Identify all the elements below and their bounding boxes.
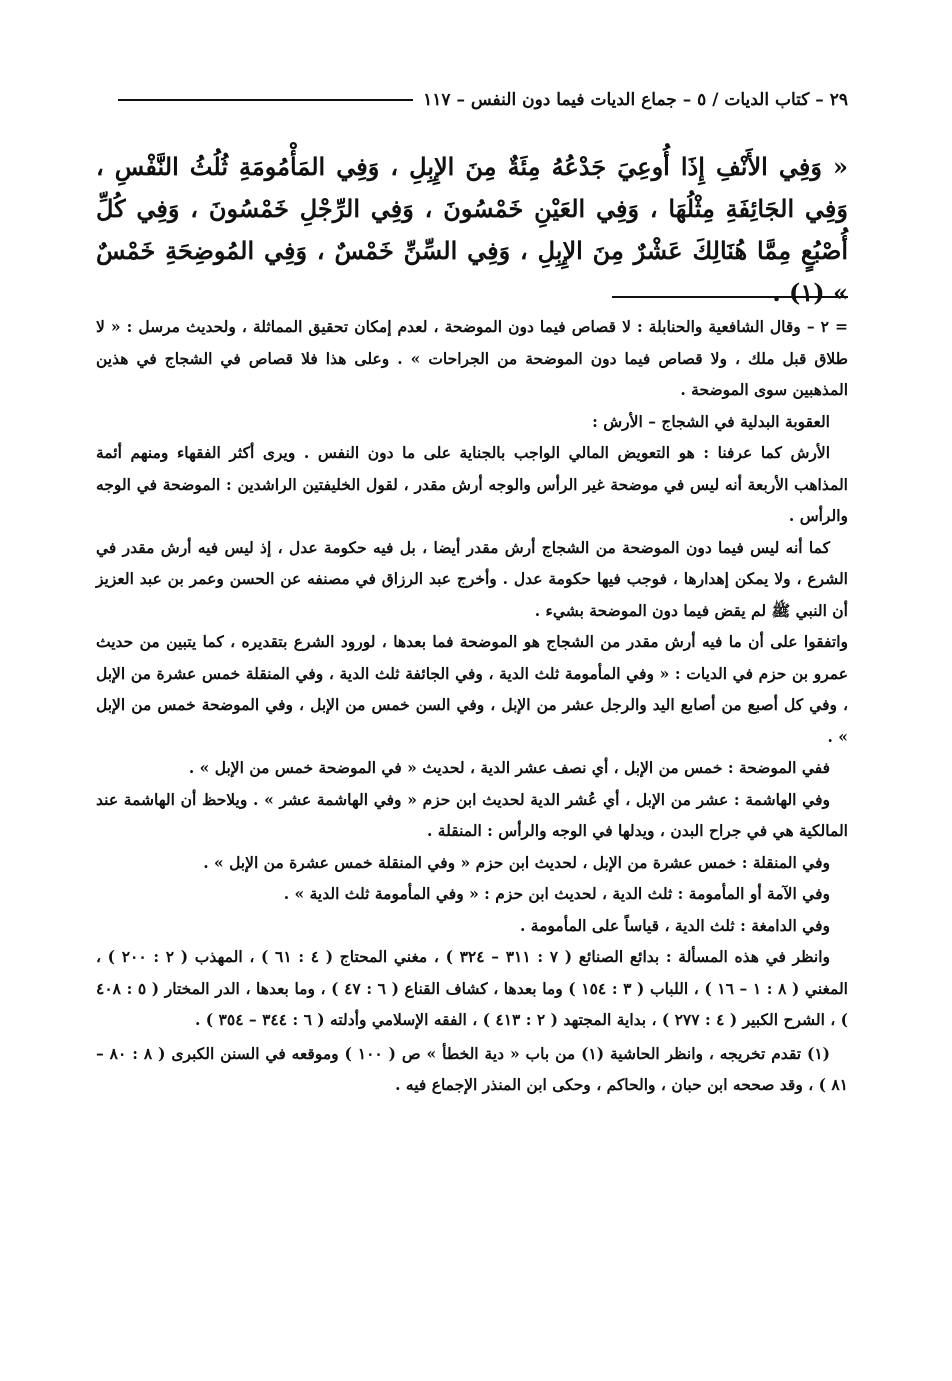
references-paragraph: وانظر في هذه المسألة : بدائع الصنائع ( ٧ : ٣١١ – ٣٢٤ ) ، مغني المحتاج ( ٤ : ٦١ ) ، المهذب ( ٢ : ٢٠٠ ) ، المغني ( ٨ : ١ – ١٦ ) ، اللباب ( ٣ : ١٥٤ ) وما بعدها ، كشاف القناع ( ٦ : ٤٧ ) ، وما بعدها ، الدر المختار ( ٥ : ٤٠٨ ) ، الشرح الكبير ( ٤ : ٢٧٧ ) ، بداية المجتهد ( ٢ : ٤١٣ ) ، الفقه الإسلامي وأدلته ( ٦ : ٣٤٤ – ٣٥٤ ) . [96,947,848,1029]
running-header-title: ٢٩ – كتاب الديات / ٥ – جماع الديات فيما دون النفس – ١١٧ [423,90,848,110]
footnote-paragraph: وفي المنقلة : خمس عشرة من الإبل ، لحديث ابن حزم « وفي المنقلة خمس عشرة من الإبل » . [203,852,830,872]
section-heading: العقوبة البدلية في الشجاج – الأرش : [592,411,830,431]
page-header [118,86,848,114]
footnote-paragraph: كما أنه ليس فيما دون الموضحة من الشجاج أرش مقدر أيضا ، بل فيه حكومة عدل ، إذ ليس فيه أرش مقدر في الشرع ، ولا يمكن إهدارها ، فوجب فيها حكومة عدل . وأخرج عبد الرزاق في مصنفه عن الحسن وعمر بن عبد العزيز أن النبي ﷺ لم يقض فيما دون الموضحة بشيء . [96,537,848,620]
footnote-separator [612,296,848,298]
header-rule [118,99,413,101]
hadith-quote: « وَفِي الأَنْفِ إِذَا أُوعِيَ جَدْعُهُ مِئَةٌ مِنَ الإِبِلِ ، وَفِي المَأْمُومَةِ ثُلُثُ النَّفْسِ ، وَفِي الجَائِفَةِ مِثْلُهَا ، وَفِي العَيْنِ خَمْسُونَ ، وَفِي الرِّجْلِ خَمْسُونَ ، وَفِي كُلِّ أُصْبُعٍ مِمَّا هُنَالِكَ عَشْرٌ مِنَ الإِبِلِ ، وَفِي السِّنِّ خَمْسٌ ، وَفِي المُوضِحَةِ خَمْسٌ » (١) . [96,152,848,307]
footnote-paragraph: وفي الهاشمة : عشر من الإبل ، أي عُشر الدية لحديث ابن حزم « وفي الهاشمة عشر » . ويلاحظ أن الهاشمة عند المالكية هي في جراح البدن ، ويدلها في الوجه والرأس : المنقلة . [96,789,848,840]
footnote-paragraph: ففي الموضحة : خمس من الإبل ، أي نصف عشر الدية ، لحديث « في الموضحة خمس من الإبل » . [188,758,830,777]
footnote-paragraph: الأرش كما عرفنا : هو التعويض المالي الواجب بالجناية على ما دون النفس . ويرى أكثر الفقهاء ومنهم أئمة المذاهب الأربعة أنه ليس في موضحة غير الرأس والوجه أرش مقدر ، لقول الخليفتين الراشدين : الموضحة في الوجه والرأس . [96,443,848,525]
footnotes-section [96,311,848,1101]
footnote-paragraph: وفي الآمة أو المأمومة : ثلث الدية ، لحديث ابن حزم : « وفي المأمومة ثلث الدية » . [283,884,830,903]
footnote-paragraph: وفي الدامغة : ثلث الدية ، قياساً على المأمومة . [520,915,830,935]
footnote-1: (١) تقدم تخريجه ، وانظر الحاشية (١) من باب « دية الخطأ » ص ( ١٠٠ ) وموقعه في السنن الكبرى ( ٨ : ٨٠ – ٨١ ) ، وقد صححه ابن حبان ، والحاكم ، وحكى ابن المنذر الإجماع فيه . [96,1043,848,1094]
footnote-paragraph: = ٢ – وقال الشافعية والحنابلة : لا قصاص فيما دون الموضحة ، لعدم إمكان تحقيق المماثلة ، ولحديث مرسل : « لا طلاق قبل ملك ، ولا قصاص فيما دون الموضحة من الجراحات » . وعلى هذا فلا قصاص في الشجاج في هذين المذهبين سوى الموضحة . [96,317,848,399]
footnote-paragraph: واتفقوا على أن ما فيه أرش مقدر من الشجاج هو الموضحة فما بعدها ، لورود الشرع بتقديره ، كما يتبين من حديث عمرو بن حزم في الديات : « وفي المأمومة ثلث الدية ، وفي الجائفة ثلث الدية ، وفي المنقلة خمس عشرة من الإبل ، وفي كل أصبع من أصابع اليد والرجل عشر من الإبل ، وفي السن خمس من الإبل ، وفي الموضحة خمس من الإبل » . [96,632,848,746]
